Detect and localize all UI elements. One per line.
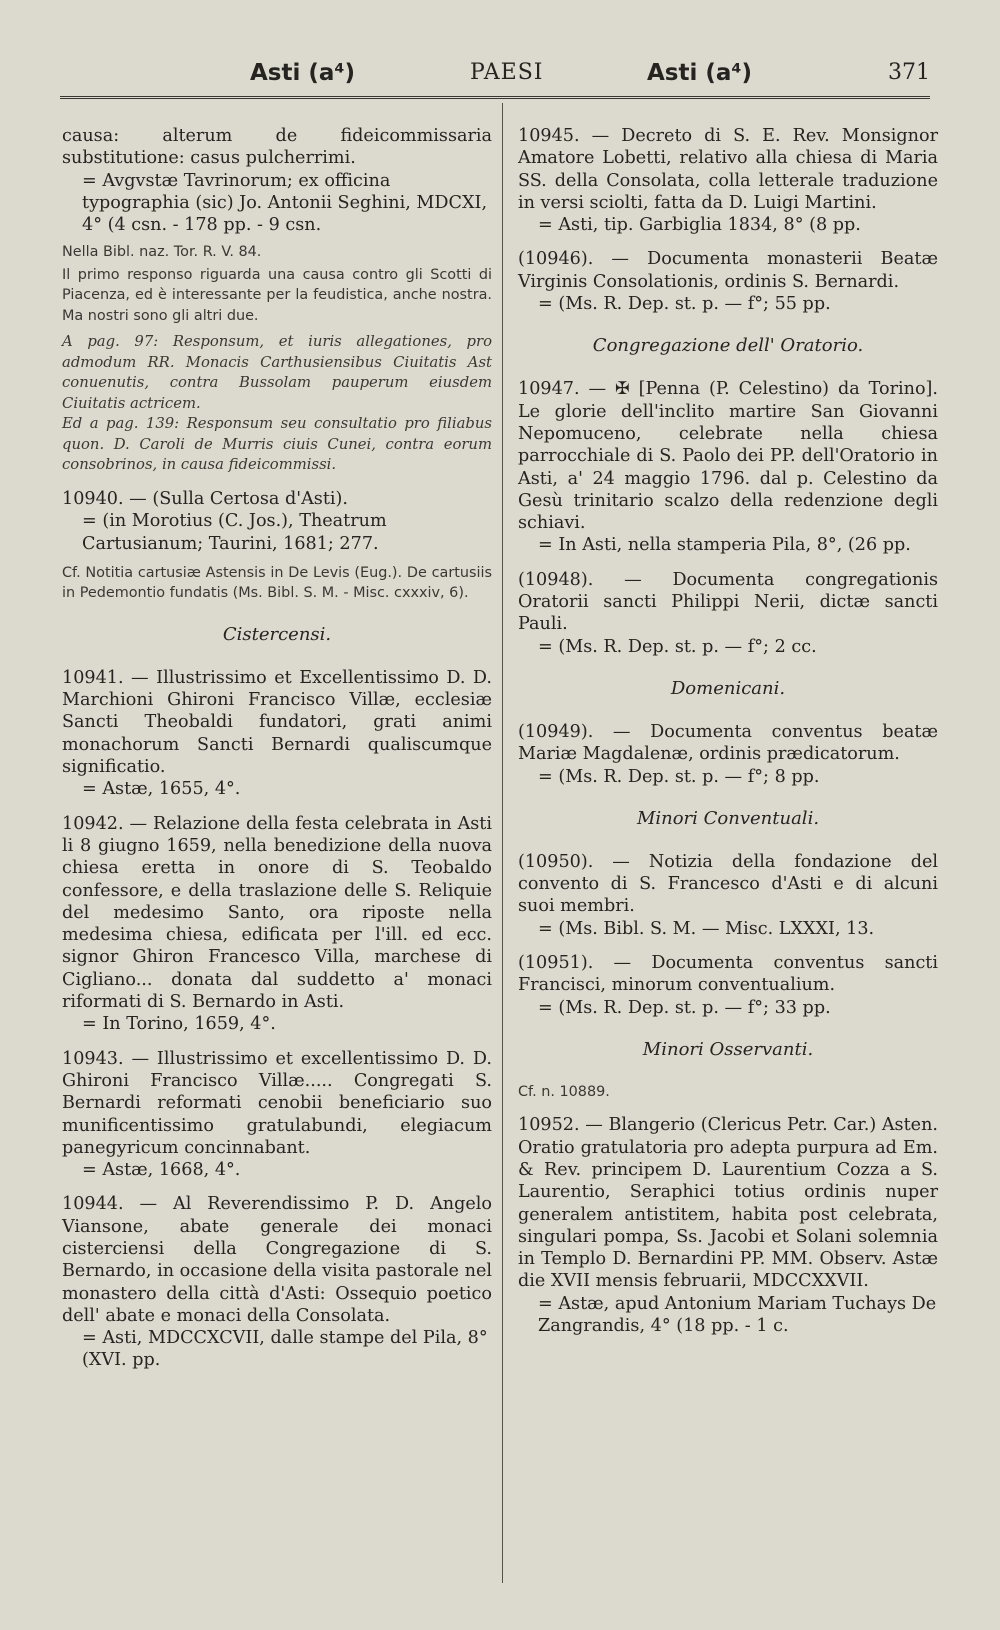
entry-10942: 10942. — Relazione della festa celebrata in Asti li 8 giugno 1659, nella benedizione della nuova chiesa eretta in onore di S. Teobaldo confessore, e della traslazione delle S. Reliquie del medesimo Santo, ora riposte nella medesima chiesa, edificata per l'ill. ed ecc. signor Ghiron Francesco Villa, marchese di Cigliano... donata dal suddetto a' monaci riformati di S. Bernardo in Asti. <box>62 813 492 1013</box>
header-right: Asti (a⁴) <box>647 60 752 86</box>
entry-10940: 10940. — (Sulla Certosa d'Asti). <box>62 488 348 509</box>
entry-10943: 10943. — Illustrissimo et excellentissimo D. D. Ghironi Francisco Villæ..... Congregati S. Bernardi reformati cenobii beneficiario suo munificentissimo gratulabundi, elegiacum panegyricum concinnabant. <box>62 1048 492 1158</box>
note: Il primo responso riguarda una causa contro gli Scotti di Piacenza, ed è interessante per la feudistica, anche nostra. Ma nostri sono gli altri due. <box>62 266 492 324</box>
imprint: = In Torino, 1659, 4°. <box>82 1014 276 1035</box>
imprint: = (Ms. R. Dep. st. p. — f°; 8 pp. <box>538 766 820 787</box>
page-number: 371 <box>888 60 930 85</box>
entry-10947: 10947. — ✠ [Penna (P. Celestino) da Torino]. Le glorie dell'inclito martire San Giovanni Nepomuceno, celebrate nella chiesa parrocchiale di S. Paolo dei PP. dell'Oratorio in Asti, a' 24 maggio 1796. dal p. Celestino da Gesù trinitario scalzo della redenzione degli schiavi. <box>518 379 938 534</box>
entry-continuation: causa: alterum de fideicommissaria substitutione: casus pulcherrimi. <box>62 126 492 169</box>
imprint: = Astæ, 1668, 4°. <box>82 1160 241 1181</box>
imprint: = (Ms. R. Dep. st. p. — f°; 2 cc. <box>538 636 817 657</box>
imprint: = Astæ, 1655, 4°. <box>82 779 241 800</box>
imprint: = (Ms. Bibl. S. M. — Misc. LXXXI, 13. <box>538 918 875 939</box>
entry-10948: (10948). — Documenta congregationis Oratorii sancti Philippi Nerii, dictæ sancti Pauli. <box>518 569 938 635</box>
section-heading: Minori Conventuali. <box>636 807 820 829</box>
header-left: Asti (a⁴) <box>250 60 355 86</box>
note: A pag. 97: Responsum, et iuris allegationes, pro admodum RR. Monacis Carthusiensibus Ciuitatis Ast conuenutis, contra Bussolam pauperum eiusdem Ciuitatis actricem. <box>62 333 492 412</box>
imprint: = Astæ, apud Antonium Mariam Tuchays De Zangrandis, 4° (18 pp. - 1 c. <box>538 1293 937 1337</box>
note: Nella Bibl. naz. Tor. R. V. 84. <box>62 244 262 261</box>
header-center: PAESI <box>470 60 544 85</box>
entry-10950: (10950). — Notizia della fondazione del convento di S. Francesco d'Asti e di alcuni suoi membri. <box>518 851 938 917</box>
imprint: = Asti, MDCCXCVII, dalle stampe del Pila, 8° (XVI. pp. <box>82 1328 488 1371</box>
column-divider <box>502 103 503 1583</box>
running-header <box>60 60 930 100</box>
note: Cf. n. 10889. <box>518 1083 610 1100</box>
entry-10952: 10952. — Blangerio (Clericus Petr. Car.) Asten. Oratio gratulatoria pro adepta purpura ad Em. & Rev. principem D. Laurentium Cozza a S. Laurentio, Seraphici totius ordinis nuper generalem antistitem, habita post celebrata, singulari pompa, Ss. Jacobi et Solani solemnia in Templo D. Bernardini PP. MM. Observ. Astæ die XVII mensis februarii, MDCCXXVII. <box>518 1115 938 1292</box>
section-heading: Domenicani. <box>670 677 786 699</box>
header-rule <box>60 96 930 99</box>
imprint: = (Ms. R. Dep. st. p. — f°; 55 pp. <box>538 294 831 315</box>
imprint: = Asti, tip. Garbiglia 1834, 8° (8 pp. <box>538 215 861 236</box>
entry-10949: (10949). — Documenta conventus beatæ Mariæ Magdalenæ, ordinis prædicatorum. <box>518 721 938 765</box>
imprint: = (in Morotius (C. Jos.), Theatrum Cartusianum; Taurini, 1681; 277. <box>82 511 387 554</box>
entry-10944: 10944. — Al Reverendissimo P. D. Angelo Viansone, abate generale dei monaci cisterciensi della Congregazione di S. Bernardo, in occasione della visita pastorale nel monastero della città d'Asti: Ossequio poetico dell' abate e monaci della Consolata. <box>62 1194 492 1326</box>
section-heading: Minori Osservanti. <box>642 1038 814 1060</box>
left-column <box>62 125 492 1372</box>
imprint: = In Asti, nella stamperia Pila, 8°, (26 pp. <box>538 535 911 556</box>
imprint: = Avgvstæ Tavrinorum; ex officina typographia (sic) Jo. Antonii Seghini, MDCXI, 4° (4 csn. - 178 pp. - 9 csn. <box>82 170 488 236</box>
section-heading: Congregazione dell' Oratorio. <box>592 335 864 357</box>
entry-10941: 10941. — Illustrissimo et Excellentissimo D. D. Marchioni Ghironi Francisco Villæ, ecclesiæ Sancti Theobaldi fundatori, grati animi monachorum Sancti Bernardi qualiscumque significatio. <box>62 667 492 778</box>
section-heading: Cistercensi. <box>222 623 332 645</box>
entry-10951: (10951). — Documenta conventus sancti Francisci, minorum conventualium. <box>518 953 938 996</box>
entry-10946: (10946). — Documenta monasterii Beatæ Virginis Consolationis, ordinis S. Bernardi. <box>518 249 938 292</box>
note: Cf. Notitia cartusiæ Astensis in De Levis (Eug.). De cartusiis in Pedemontio fundatis (Ms. Bibl. S. M. - Misc. cxxxiv, 6). <box>62 564 492 602</box>
note: Ed a pag. 139: Responsum seu consultatio pro filiabus quon. D. Caroli de Murris ciuis Cunei, contra eorum consobrinos, in causa fideicommissi. <box>62 415 492 474</box>
imprint: = (Ms. R. Dep. st. p. — f°; 33 pp. <box>538 997 831 1018</box>
right-column <box>518 125 938 1337</box>
entry-10945: 10945. — Decreto di S. E. Rev. Monsignor Amatore Lobetti, relativo alla chiesa di Maria SS. della Consolata, colla letterale traduzione in versi sciolti, fatta da D. Luigi Martini. <box>518 126 938 213</box>
